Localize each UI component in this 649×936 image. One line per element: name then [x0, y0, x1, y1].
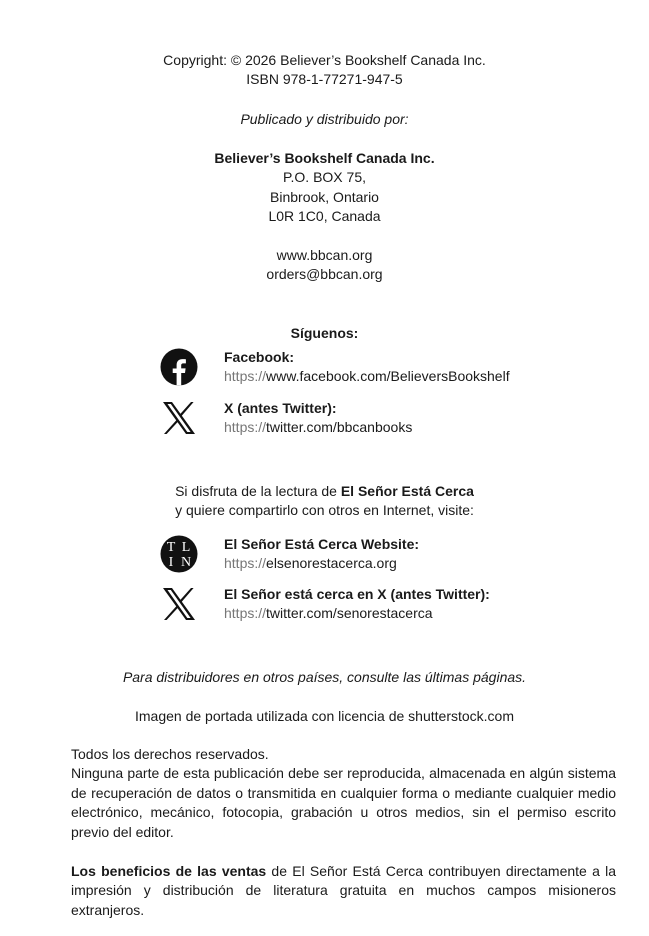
share-line-2: y quiere compartirlo con otros en Internet, visite: — [175, 502, 474, 519]
svg-text:N: N — [180, 555, 192, 570]
benefits-bold: Los beneficios de las ventas — [71, 863, 267, 879]
publisher-website-link[interactable]: www.bbcan.org — [276, 247, 373, 263]
website-url-prefix: https:// — [224, 555, 267, 572]
follow-title: Síguenos: — [290, 325, 359, 341]
publisher-name: Believer’s Bookshelf Canada Inc. — [214, 150, 435, 166]
x-twitter-icon — [160, 585, 198, 623]
website-label: El Señor Está Cerca Website: — [224, 536, 420, 552]
book-twitter-label: El Señor está cerca en X (antes Twitter): — [224, 586, 490, 602]
publisher-contact — [0, 246, 649, 285]
svg-text:T: T — [166, 540, 176, 555]
website-url: elsenorestacerca.org — [266, 555, 397, 572]
facebook-text — [224, 348, 510, 387]
share-invitation — [0, 482, 649, 521]
book-twitter-link[interactable] — [224, 604, 490, 623]
twitter-url-prefix: https:// — [224, 419, 267, 436]
benefits-paragraph — [71, 862, 616, 920]
x-twitter-icon — [160, 399, 198, 437]
facebook-link[interactable] — [224, 367, 510, 386]
facebook-url-prefix: https:// — [224, 368, 267, 385]
twitter-label: X (antes Twitter): — [224, 400, 337, 416]
twitter-link[interactable] — [224, 418, 412, 437]
book-twitter-url-prefix: https:// — [224, 605, 267, 622]
website-link[interactable] — [224, 554, 419, 573]
distributors-note: Para distribuidores en otros países, consulte las últimas páginas. — [122, 669, 527, 685]
benefits-text: de El Señor Está Cerca contribuyen directamente a la impresión y distribución de literatura gratuita en muchos campos misioneros extranjeros. — [71, 863, 616, 918]
twitter-url: twitter.com/bbcanbooks — [266, 419, 413, 436]
copyright-block — [0, 51, 649, 90]
website-text — [224, 535, 419, 574]
facebook-url: www.facebook.com/BelieversBookshelf — [266, 368, 510, 385]
svg-text:I: I — [168, 555, 174, 570]
book-twitter-url: twitter.com/senorestacerca — [266, 605, 433, 622]
rights-body: Ninguna parte de esta publicación debe ser reproducida, almacenada en algún sistema de recuperación de datos o transmitida en cualquier forma o mediante cualquier medio electrónico, mecánico, fotocopia, grabación u otros medios, sin el permiso escrito previo del editor. — [71, 765, 616, 840]
facebook-label: Facebook: — [224, 349, 295, 365]
rights-block — [71, 745, 616, 842]
book-title: El Señor Está Cerca — [340, 483, 474, 499]
share-line-1-text: Si disfruta de la lectura de — [175, 483, 341, 499]
address-line-1: P.O. BOX 75, — [282, 169, 366, 186]
publisher-email-link[interactable]: orders@bbcan.org — [266, 266, 383, 283]
address-line-3: L0R 1C0, Canada — [268, 208, 381, 225]
published-by-line: Publicado y distribuido por: — [240, 111, 409, 127]
svg-text:L: L — [181, 540, 191, 555]
address-line-2: Binbrook, Ontario — [270, 188, 379, 205]
rights-line: Todos los derechos reservados. — [71, 746, 269, 762]
facebook-icon — [160, 348, 198, 386]
share-line-1 — [0, 482, 649, 501]
publisher-address — [0, 149, 649, 227]
book-twitter-text — [224, 585, 490, 624]
copyright-line: Copyright: © 2026 Believer’s Bookshelf Canada Inc. — [163, 52, 486, 68]
isbn-line: ISBN 978-1-77271-947-5 — [246, 71, 403, 88]
twitter-text — [224, 399, 412, 438]
tlin-logo-icon — [160, 535, 198, 573]
cover-credit: Imagen de portada utilizada con licencia de shutterstock.com — [135, 708, 514, 724]
